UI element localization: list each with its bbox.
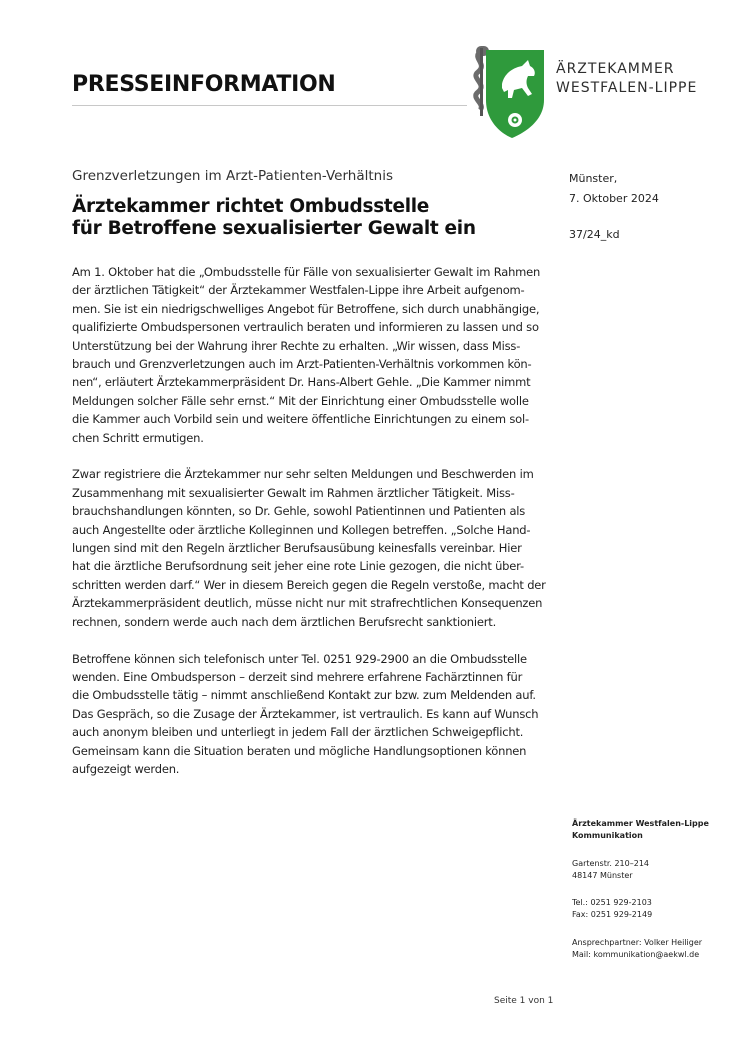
body-line: auch anonym bleiben und unterliegt in jedem Fall der ärztlichen Schweigepflicht. [72,725,524,740]
body-line: die Ombudsstelle tätig – nimmt anschließend Kontakt zur bzw. zum Meldenden auf. [72,688,536,703]
body-line: Meldungen solcher Fälle sehr ernst.“ Mit der Einrichtung einer Ombudsstelle wolle [72,393,529,408]
body-line: die Kammer auch Vorbild sein und weitere öffentliche Einrichtungen zu einem sol- [72,412,529,427]
body-line: men. Sie ist ein niedrigschwelliges Angebot für Betroffene, sich durch unabhängige, [72,301,540,316]
body-line: Ärztekammerpräsident deutlich, müsse nicht nur mit strafrechtlichen Konsequenzen [72,596,543,611]
body-line: lungen sind mit den Regeln ärztlicher Berufsausübung keinesfalls vereinbar. Hier [72,541,522,556]
header-divider [72,105,467,106]
body-paragraph [72,650,554,779]
page-number: Seite 1 von 1 [494,996,554,1006]
headline-line1: Ärztekammer richtet Ombudsstelle [72,196,430,217]
body-line: schritten werden darf.“ Wer in diesem Bereich gegen die Regeln verstoße, macht der [72,577,546,592]
contact-org: Ärztekammer Westfalen-Lippe [572,819,709,828]
contact-mail: Mail: kommunikation@aekwl.de [572,950,700,960]
press-meta [569,172,659,241]
body-line: qualifizierte Ombudspersonen vertraulich beraten und informieren zu lassen und so [72,320,539,335]
page-title: PRESSEINFORMATION [72,72,336,97]
body-line: Gemeinsam kann die Situation beraten und mögliche Handlungsoptionen können [72,743,527,758]
aekwl-logo-icon [470,44,550,140]
contact-department: Kommunikation [572,831,643,841]
article-headline [72,196,476,240]
meta-city: Münster, [569,172,618,185]
body-line: Am 1. Oktober hat die „Ombudsstelle für Fälle von sexualisierter Gewalt im Rahmen [72,265,541,279]
body-line: brauch und Grenzverletzungen auch im Arzt-Patienten-Verhältnis vorkommen kön- [72,357,532,372]
body-line: der ärztlichen Tätigkeit“ der Ärztekammer Westfalen-Lippe ihre Arbeit aufgenom- [72,283,525,298]
body-line: auch Angestellte oder ärztliche Kolleginnen und Kollegen betreffen. „Solche Hand- [72,522,531,537]
contact-tel: Tel.: 0251 929-2103 [572,898,652,908]
contact-person: Ansprechpartner: Volker Heiliger [572,937,703,947]
org-name [556,60,697,98]
article-body [72,263,554,797]
article-subtitle: Grenzverletzungen im Arzt-Patienten-Verhältnis [72,168,393,184]
org-name-line1: ÄRZTEKAMMER [556,61,675,77]
contact-fax: Fax: 0251 929-2149 [572,910,653,920]
body-line: aufgezeigt werden. [72,761,180,776]
body-line: Das Gespräch, so die Zusage der Ärztekammer, ist vertraulich. Es kann auf Wunsch [72,706,539,721]
org-name-line2: WESTFALEN-LIPPE [556,80,698,96]
body-paragraph [72,465,554,631]
body-paragraph [72,263,554,447]
body-line: Zusammenhang mit sexualisierter Gewalt im Rahmen ärztlicher Tätigkeit. Miss- [72,485,515,500]
body-line: chen Schritt ermutigen. [72,430,204,445]
body-line: hat die ärztliche Berufsordnung seit jeher eine rote Linie gezogen, die nicht über- [72,559,524,574]
contact-zip-city: 48147 Münster [572,870,633,880]
contact-street: Gartenstr. 210–214 [572,858,650,868]
body-line: Zwar registriere die Ärztekammer nur sehr selten Meldungen und Beschwerden im [72,467,534,482]
body-line: rechnen, sondern werde auch nach dem ärztlichen Berufsrecht sanktioniert. [72,614,497,629]
body-line: nen“, erläutert Ärztekammerpräsident Dr. Hans-Albert Gehle. „Die Kammer nimmt [72,375,531,390]
contact-block [572,818,709,961]
body-line: Unterstützung bei der Wahrung ihrer Rechte zu erhalten. „Wir wissen, dass Miss- [72,338,521,353]
meta-reference: 37/24_kd [569,228,620,241]
meta-date: 7. Oktober 2024 [569,192,659,205]
body-line: Betroffene können sich telefonisch unter Tel. 0251 929-2900 an die Ombudsstelle [72,651,527,666]
headline-line2: für Betroffene sexualisierter Gewalt ein [72,218,476,239]
body-line: brauchshandlungen könnten, so Dr. Gehle, sowohl Patientinnen und Patienten als [72,504,526,519]
body-line: wenden. Eine Ombudsperson – derzeit sind mehrere erfahrene Fachärztinnen für [72,669,523,684]
